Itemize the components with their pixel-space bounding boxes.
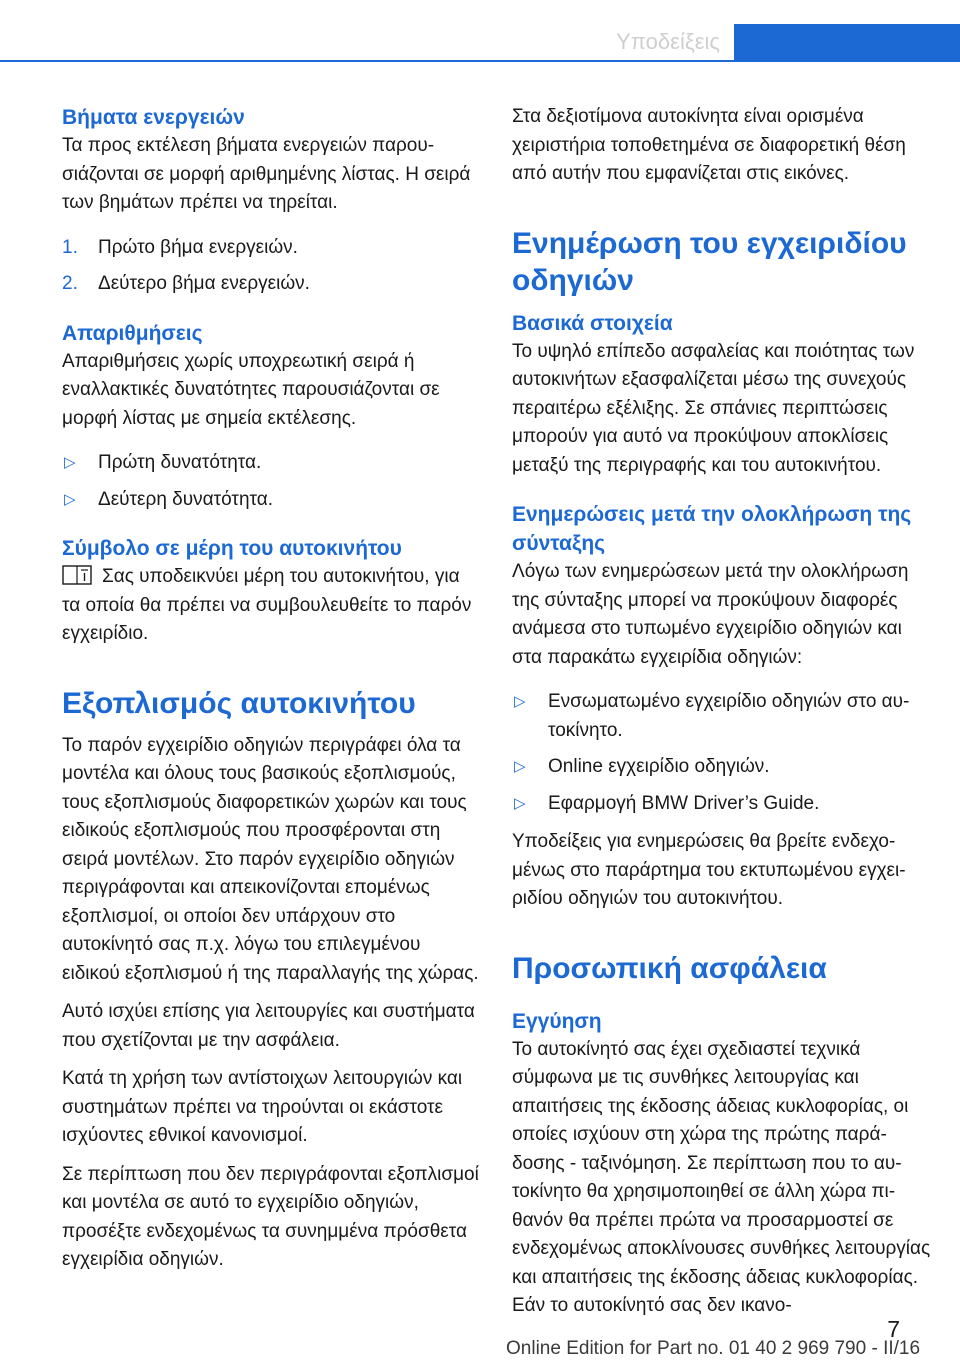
- list-item: [512, 688, 932, 745]
- update-heading: Ενημέρωση του εγχειριδίου οδηγιών: [512, 226, 907, 297]
- header-accent-tab: [734, 24, 960, 62]
- list-item: [512, 790, 932, 819]
- equipment-paragraph: Σε περίπτωση που δεν περιγράφονται εξοπλισμοί και μοντέλα σε αυτό το εγχειρίδιο οδηγιών, προσέξτε ενδεχομένως τα συνημμένα πρόσθετα εγχειρίδια οδηγιών.: [62, 1163, 479, 1270]
- left-column: [62, 103, 480, 1275]
- after-note: Υποδείξεις για ενημερώσεις θα βρείτε ενδεχομένως στο παράρτημα του εκτυπωμένου εγχειριδίου οδηγιών του αυτοκινήτου.: [512, 831, 906, 909]
- triangle-bullet-icon: ▷: [64, 454, 76, 471]
- page-header: [0, 0, 960, 62]
- symbol-heading: Σύμβολο σε μέρη του αυτοκινήτου: [62, 537, 402, 560]
- equipment-paragraph: Το παρόν εγχειρίδιο οδηγιών περιγράφει όλα τα μοντέλα και όλους τους βασικούς εξοπλισμούς, τους εξοπλισμούς διαφορετικών χωρών και τους ειδικούς εξοπλισμούς που προσφέρονται στη σειρά μοντέλων. Στο παρόν εγχειρίδιο οδηγιών περιγράφονται και απεικονίζονται επομένως εξοπλισμοί, οι οποίοι δεν υπάρχουν στο αυτοκίνητό σας π.χ. λόγω του επιλεγμένου ειδικού εξοπλισμού ή της παραλλαγής της χώρας.: [62, 734, 479, 984]
- list-item: [62, 234, 480, 263]
- symbol-text: [62, 563, 480, 649]
- page-footer: [0, 1310, 960, 1362]
- manuals-list: [512, 688, 932, 818]
- list-item: [62, 270, 480, 299]
- list-number: 1.: [62, 236, 78, 258]
- equipment-paragraph: Αυτό ισχύει επίσης για λειτουργίες και συστήματα που σχετίζονται με την ασφάλεια.: [62, 1001, 475, 1051]
- basics-text: Το υψηλό επίπεδο ασφαλείας και ποιότητας των αυτοκινήτων εξασφαλίζεται μέσω της συνεχούς περαιτέρω εξέλιξης. Σε σπάνιες περιπτώσεις μπορούν για αυτό να προκύψουν αποκλίσεις μεταξύ της περιγραφής και του αυτοκινήτου.: [512, 340, 915, 476]
- triangle-bullet-icon: ▷: [514, 693, 526, 710]
- book-icon: [62, 565, 92, 585]
- list-item: [62, 449, 480, 478]
- safety-heading: Προσωπική ασφάλεια: [512, 951, 827, 985]
- list-item-text: Online εγχειρίδιο οδηγιών.: [548, 756, 770, 777]
- list-item-text: Πρώτο βήμα ενεργειών.: [98, 236, 298, 258]
- section-title: Υποδείξεις: [616, 29, 720, 54]
- triangle-bullet-icon: ▷: [514, 794, 526, 812]
- list-item: [512, 753, 932, 782]
- list-item: [62, 486, 480, 515]
- triangle-bullet-icon: ▷: [514, 758, 526, 775]
- list-item-text: Πρώτη δυνατότητα.: [98, 452, 262, 473]
- equipment-paragraph: Κατά τη χρήση των αντίστοιχων λειτουργιών και συστημάτων πρέπει να τηρούνται οι εκάστοτε ισχύοντες εθνικοί κανονισμοί.: [62, 1068, 463, 1146]
- warranty-text: Το αυτοκίνητό σας έχει σχεδιαστεί τεχνικά σύμφωνα με τις συνθήκες λειτουργίας και απαιτήσεις της έκδοσης άδειας κυκλοφορίας, οι οποίες ισχύουν στη χώρα της πρώτης παράδοσης - ταξινόμηση. Σε περίπτωση που το αυτοκίνητο θα χρησιμοποιηθεί σε άλλη χώρα πιθανόν θα πρέπει πρώτα να προσαρμοστεί σε ενδεχομένως αποκλίνουσες συνθήκες λειτουργίας και απαιτήσεις της έκδοσης άδειας κυκλοφορίας. Εάν το αυτοκίνητό σας δεν ικανο-: [512, 1038, 931, 1316]
- enumerations-list: [62, 449, 480, 514]
- right-column: [512, 103, 932, 1321]
- after-heading: Ενημερώσεις μετά την ολοκλήρωση της σύνταξης: [512, 503, 912, 555]
- enumerations-heading: Απαριθμήσεις: [62, 321, 203, 345]
- steps-text: Τα προς εκτέλεση βήματα ενεργειών παρουσιάζονται σε μορφή αριθμημένης λίστας. Η σειρά των βημάτων πρέπει να τηρείται.: [62, 135, 471, 213]
- after-text: Λόγω των ενημερώσεων μετά την ολοκλήρωση της σύνταξης μπορεί να προκύψουν διαφορές ανάμεσα στο τυπωμένο εγχειρίδιο οδηγιών και στα παρακάτω εγχειρίδια οδηγιών:: [512, 561, 909, 668]
- list-item-text: Ενσωματωμένο εγχειρίδιο οδηγιών στο αυτοκίνητο.: [548, 691, 910, 741]
- intro-text: Στα δεξιοτίμονα αυτοκίνητα είναι ορισμένα χειριστήρια τοποθετημένα σε διαφορετική θέση από αυτήν που εμφανίζεται στις εικόνες.: [512, 106, 906, 184]
- steps-heading: Βήματα ενεργειών: [62, 106, 245, 129]
- enumerations-text: Απαριθμήσεις χωρίς υποχρεωτική σειρά ή εναλλακτικές δυνατότητες παρουσιάζονται σε μορφή λίστας με σημεία εκτέλεσης.: [62, 350, 440, 429]
- triangle-bullet-icon: ▷: [64, 490, 76, 508]
- list-number: 2.: [62, 273, 78, 294]
- list-item-text: Δεύτερο βήμα ενεργειών.: [98, 273, 310, 294]
- list-item-text: Δεύτερη δυνατότητα.: [98, 488, 274, 510]
- header-rule: [0, 60, 960, 62]
- list-item-text: Εφαρμογή BMW Driver’s Guide.: [548, 792, 820, 814]
- page-number: 7: [887, 1316, 900, 1342]
- symbol-description: Σας υποδεικνύει μέρη του αυτοκινήτου, για τα οποία θα πρέπει να συμβουλευθείτε το παρόν εγχειρίδιο.: [62, 566, 472, 644]
- steps-list: [62, 234, 480, 299]
- warranty-heading: Εγγύηση: [512, 1009, 602, 1033]
- basics-heading: Βασικά στοιχεία: [512, 311, 673, 335]
- equipment-heading: Εξοπλισμός αυτοκινήτου: [62, 686, 416, 720]
- footer-edition: Online Edition for Part no. 01 40 2 969 790 - II/16: [506, 1338, 921, 1359]
